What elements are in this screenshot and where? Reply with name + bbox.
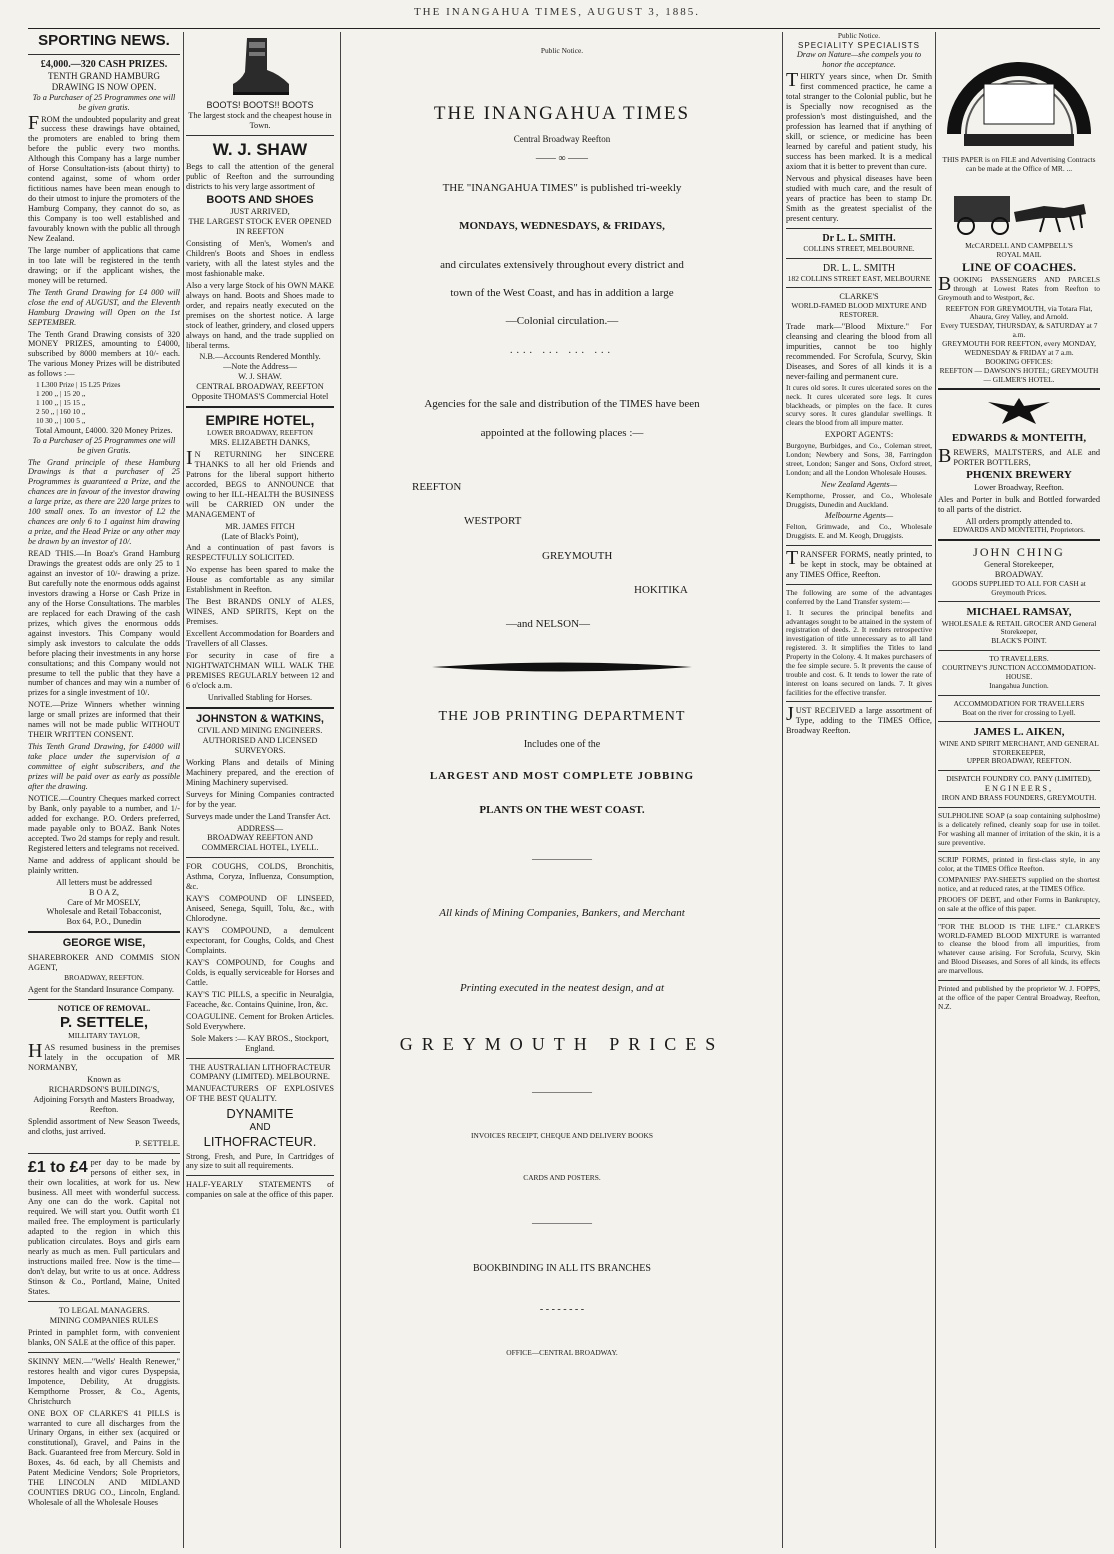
ad-title: BOOTS! BOOTS!! BOOTS bbox=[206, 100, 314, 110]
ornament-rule bbox=[432, 660, 692, 674]
ad-text: Adjoining Forsyth and Masters Broadway, Reefton. bbox=[33, 1094, 175, 1114]
ad-text: FOR COUGHS, COLDS, Bronchitis, Asthma, Coryza, Influenza, Consumption, &c. bbox=[186, 862, 334, 892]
ad-text: CENTRAL BROADWAY, REEFTON bbox=[196, 382, 324, 392]
column-1 bbox=[28, 32, 180, 1548]
notice-line: appointed at the following places :— bbox=[480, 426, 644, 439]
ad-text: THIS PAPER is on FILE and Advertising Contracts can be made at the Office of MR. ... bbox=[942, 155, 1096, 173]
boot-illustration bbox=[227, 34, 293, 98]
ad-text: PROOFS OF DEBT, and other Forms in Bankruptcy, on sale at the office of this paper. bbox=[938, 894, 1100, 913]
ad-text: SHAREBROKER AND COMMIS SION AGENT, bbox=[28, 952, 180, 972]
address-line: Care of Mr MOSELY, bbox=[67, 897, 141, 907]
paper-subtitle: Central Broadway Reefton bbox=[513, 134, 611, 145]
notice-line: PLANTS ON THE WEST COAST. bbox=[479, 804, 645, 817]
ad-text: MRS. ELIZABETH DANKS, bbox=[209, 437, 311, 447]
article-paragraph: NOTICE.—Country Cheques marked correct by Bank, only payable to a number, and 1/- added for exchange. P.O. Orders preferred, made payable only to BOAZ. Bank Notes accepted. Two 2d stamps for reply and result. Registered letters and telegrams not received. bbox=[28, 793, 180, 853]
ad-text: Draw on Nature—she compels you to honor the acceptance. bbox=[796, 50, 922, 70]
ad-title: MINING COMPANIES RULES bbox=[49, 1315, 159, 1325]
ad-text: ONE BOX OF CLARKE'S 41 PILLS is warranted to cure all discharges from the Urinary Organs, in either sex (acquired or constitutional), Gravel, and Pains in the Back. Guaranteed free from Mercury. Sold in Boxes, 4s. 6d each, by all Chemists and Patent Medicine Vendors; Sole Proprietors, THE LINCOLN AND MIDLAND COUNTIES DRUG CO., Lincoln, England. Wholesale of all the Wholesale Houses bbox=[28, 1408, 180, 1508]
ad-signature: EDWARDS AND MONTEITH, Proprietors. bbox=[953, 525, 1085, 535]
prizes-heading: £4,000.—320 CASH PRIZES. bbox=[40, 59, 168, 70]
ad-title: SPECIALITY SPECIALISTS bbox=[798, 40, 920, 50]
ad-text: RICHARDSON'S BUILDING'S, bbox=[48, 1084, 160, 1094]
ad-title: EMPIRE HOTEL, bbox=[205, 412, 315, 429]
section-label: Public Notice. bbox=[540, 46, 584, 55]
article-paragraph: The Grand principle of these Hamburg Drawings is that a purchaser of 25 Programmes is guaranteed a Prize, and the chances are in favour of the investor drawing a large prize, as there are 220 large prizes to 100 small ones. To an investor of L2 the chances are only 6 to 1 against him drawing a prize, and the Head Prize or any other may be drawn by an investor of 10/. bbox=[28, 457, 180, 547]
ad-text: Every TUESDAY, THURSDAY, & SATURDAY at 7 a.m. bbox=[940, 321, 1098, 340]
ad-text: COLLINS STREET, MELBOURNE. bbox=[803, 243, 915, 253]
address-line: B O A Z, bbox=[89, 887, 119, 897]
ad-text: GOODS SUPPLIED TO ALL FOR CASH at Greymouth Prices. bbox=[952, 578, 1086, 597]
ad-text: Surveys for Mining Companies contracted for by the year. bbox=[186, 789, 334, 809]
ad-text: THE LARGEST STOCK EVER OPENED IN REEFTON bbox=[188, 217, 332, 237]
notice-line: and circulates extensively throughout every district and bbox=[440, 258, 684, 271]
ad-text: REEFTON FOR GREYMOUTH, via Totara Flat, Ahaura, Grey Valley, and Arnold. bbox=[945, 303, 1093, 322]
notice-line: Printing executed in the neatest design, and at bbox=[459, 981, 665, 994]
ad-title: BOOTS AND SHOES bbox=[206, 193, 314, 206]
address-line: Box 64, P.O., Dunedin bbox=[66, 917, 142, 927]
agency-place: WESTPORT bbox=[464, 515, 522, 528]
prize-total: Total Amount, £4000. 320 Money Prizes. bbox=[35, 425, 173, 435]
ad-text: Sole Makers :— KAY BROS., Stockport, England. bbox=[191, 1033, 329, 1053]
ad-text: Consisting of Men's, Women's and Children's Boots and Shoes in endless variety, with all the latest styles and the most fashionable make. bbox=[186, 239, 334, 278]
ad-text: Working Plans and details of Mining Machinery prepared, and the erection of Mining Machinery supervised. bbox=[186, 757, 334, 787]
article-paragraph: NOTE.—Prize Winners whether winning large or small prizes are informed that their names will not be made public WITHOUT THEIR WRITTEN CONSENT. bbox=[28, 700, 180, 740]
ad-text: MILLITARY TAYLOR, bbox=[68, 1031, 140, 1041]
article-paragraph: FROM the undoubted popularity and great success these drawings have obtained, the promoters are enabled to bring them before the public every two months. Although this Company has a large number of Horse Consultation-ists (about thirty) to contend against, some of whom order fictitious names have been mean enough to do their utmost to injure the promoters of the Hamburg Company, they cannot do so, as this Company is too well established and favourably known with the public all through New Zealand. bbox=[28, 111, 180, 243]
ad-title: EXPORT AGENTS: bbox=[824, 430, 894, 440]
prize-row: 1 L300 Prize | 15 L25 Prizes bbox=[36, 380, 121, 390]
ad-title: LITHOFRACTEUR. bbox=[203, 1133, 317, 1149]
ad-text: Printed in pamphlet form, with convenient blanks, ON SALE at the office of this paper. bbox=[28, 1327, 180, 1347]
ad-text: JUST ARRIVED, bbox=[230, 207, 290, 217]
agency-place: GREYMOUTH bbox=[542, 549, 613, 562]
ad-text: WINE AND SPIRIT MERCHANT, AND GENERAL STOREKEEPER, bbox=[939, 738, 1099, 757]
column-rule bbox=[183, 32, 184, 1548]
ad-text: Begs to call the attention of the general public of Reefton and the surrounding districts to his very large assortment of bbox=[186, 162, 334, 191]
article-paragraph: The large number of applications that came in too late will be registered in the tenth drawing; or if the applicant wishes, the money will be returned. bbox=[28, 245, 180, 285]
ad-text: —Note the Address— bbox=[223, 362, 297, 372]
section-label: Public Notice. bbox=[837, 32, 881, 40]
ad-text: KAY'S COMPOUND OF LINSEED, Aniseed, Senega, Squill, Tolu, &c., with Chlorodyne. bbox=[186, 894, 334, 924]
ad-text: WHOLESALE & RETAIL GROCER AND General Storekeeper, bbox=[941, 618, 1097, 637]
ad-text: The Best BRANDS ONLY of ALES, WINES, AND SPIRITS, Kept on the Premises. bbox=[186, 597, 334, 627]
header-rule bbox=[28, 28, 1100, 29]
article-paragraph: This Tenth Grand Drawing, for £4000 will take place under the supervision of a committee of eight subscribers, and the prizes will be paid over as early as possible after the drawing. bbox=[28, 742, 180, 792]
ad-text: Excellent Accommodation for Boarders and Travellers of all Classes. bbox=[186, 629, 334, 649]
ad-text: General Storekeeper, bbox=[984, 559, 1054, 569]
ad-text: No expense has been spared to make the House as comfortable as any similar Establishment in Reefton. bbox=[186, 565, 334, 595]
ad-text: ADDRESS— bbox=[236, 823, 284, 833]
ad-text: LOWER BROADWAY, REEFTON bbox=[206, 428, 313, 438]
notice-line: THE "INANGAHUA TIMES" is published tri-weekly bbox=[442, 182, 682, 194]
ad-title: NOTICE OF REMOVAL. bbox=[57, 1004, 151, 1014]
ad-text: Boat on the river for crossing to Lyell. bbox=[962, 707, 1076, 717]
notice-line: —Colonial circulation.— bbox=[505, 315, 619, 328]
notice-line: town of the West Coast, and has in addition a large bbox=[450, 286, 674, 299]
sporting-news-title: SPORTING NEWS. bbox=[38, 32, 170, 49]
drawing-heading: TENTH GRAND HAMBURG DRAWING IS NOW OPEN. bbox=[48, 71, 160, 92]
ad-text: Melbourne Agents— bbox=[824, 511, 894, 521]
ad-text: IN RETURNING her SINCERE THANKS to all her old Friends and Patrons for the liberal support hitherto accorded, BEGS to ANNOUNCE that owing to her ILL-HEALTH the BUSINESS will be CARRIED ON under the MANAGEMENT of bbox=[186, 446, 334, 519]
column-rule bbox=[340, 32, 341, 1548]
ad-text: HALF-YEARLY STATEMENTS of companies on sale at the office of this paper. bbox=[186, 1180, 334, 1200]
ad-text: "FOR THE BLOOD IS THE LIFE." CLARKE'S WORLD-FAMED BLOOD MIXTURE is warranted to cleanse the blood from all impurities, from whatever cause arising. For Scrofula, Scurvy, Skin and Blood Diseases, and Sores of all kinds, its effects are marvellous. bbox=[938, 921, 1100, 976]
ad-text: BOOKING PASSENGERS AND PARCELS through at Lowest Rates from Reefton to Greymouth and to Westport, &c. bbox=[938, 272, 1100, 302]
ad-text: Kempthorne, Prosser, and Co., Wholesale Druggists, Dunedin and Auckland. bbox=[786, 490, 932, 509]
ad-title: DR. L. L. SMITH bbox=[822, 262, 896, 274]
ad-text: Strong, Fresh, and Pure, In Cartridges of any size to suit all requirements. bbox=[186, 1151, 334, 1171]
column-rule bbox=[782, 32, 783, 1548]
ad-text: per day to be made by persons of either sex, in their own localities, at work for us. New business. All meet with wonderful success. Any one can do the work. Capital not required. We will start you. Outfit worth £1 mailed free. The employment is particularly adapted to the region in which this publication circulates. Boys and girls earn nearly as much as men. Full particulars and instructions mailed free. Now is the time—don't delay, but write to us at once. Address Stinson & Co., Portland, Maine, United States. bbox=[28, 1157, 180, 1297]
ad-title: JOHN CHING bbox=[973, 545, 1065, 560]
ad-text: Unrivalled Stabling for Horses. bbox=[207, 692, 313, 702]
ad-text: BOOKING OFFICES: bbox=[985, 356, 1053, 366]
column-2 bbox=[186, 32, 334, 1548]
ad-text: Burgoyne, Burbidges, and Co., Coleman street, London; Newbery and Sons, 38, Farringdon street, London; Sanger and Sons, Oxford street, London; and all the London Wholesale Houses. bbox=[786, 441, 932, 477]
ad-title: TO TRAVELLERS. bbox=[989, 654, 1049, 664]
ad-text: AUTHORISED AND LICENSED SURVEYORS. bbox=[202, 735, 318, 755]
ad-title: THE AUSTRALIAN LITHOFRACTEUR COMPANY (LIMITED). MELBOURNE. bbox=[189, 1062, 331, 1082]
ad-text: New Zealand Agents— bbox=[821, 479, 897, 489]
ad-title: AND bbox=[249, 1121, 271, 1133]
ad-title: ENGINEERS, bbox=[984, 784, 1054, 794]
ad-text: COURTNEY'S JUNCTION ACCOMMODATION-HOUSE. bbox=[942, 663, 1096, 681]
ad-text: SCRIP FORMS, printed in first-class style, in any color, at the TIMES Office Reefton. bbox=[938, 855, 1100, 874]
article-paragraph: The Tenth Grand Drawing consists of 320 MONEY PRIZES, amounting to £4000, subscribed by 8000 members at 10/- each. The various Money Prizes will be distributed as follows :— bbox=[28, 329, 180, 379]
ad-text: Nervous and physical diseases have been studied with much care, and the result of years of practice has been to stamp Dr. Smith as the greatest specialist of the present century. bbox=[786, 173, 932, 223]
ad-text: HAS resumed business in the premises lately in the occupation of MR NORMANBY, bbox=[28, 1040, 180, 1073]
ad-text: All orders promptly attended to. bbox=[965, 516, 1073, 526]
ad-text: SKINNY MEN.—"Wells' Health Renewer," restores health and vigor cures Dyspepsia, Impotence, Debility, At druggists. Kempthorne Prosser, & Co., Agents, Christchurch bbox=[28, 1356, 180, 1406]
address-line: All letters must be addressed bbox=[56, 877, 152, 887]
agency-place: HOKITIKA bbox=[634, 583, 688, 596]
notice-line: All kinds of Mining Companies, Bankers, and Merchant bbox=[439, 907, 685, 920]
ad-text: Lower Broadway, Reefton. bbox=[974, 482, 1064, 492]
prize-row: 1 200 ,, | 15 20 ,, bbox=[36, 389, 86, 399]
ad-title: LINE OF COACHES. bbox=[962, 259, 1076, 274]
ad-text: Splendid assortment of New Season Tweeds, and cloths, just arrived. bbox=[28, 1116, 180, 1136]
ad-text: Trade mark—"Blood Mixture." For cleansing and clearing the blood from all impurities, cannot be too highly recommended. For Scrofula, Scurvy, Skin Diseases, and Sores of all kinds it is a never-failing and permanent cure. bbox=[786, 322, 932, 381]
notice-line: BOOKBINDING IN ALL ITS BRANCHES bbox=[473, 1262, 651, 1274]
ad-text: JUST RECEIVED a large assortment of Type, adding to the TIMES Office, Broadway Reefton. bbox=[786, 703, 932, 736]
ad-title: JOHNSTON & WATKINS, bbox=[196, 712, 324, 725]
office-address: OFFICE—CENTRAL BROADWAY. bbox=[506, 1347, 618, 1357]
ad-text: N.B.—Accounts Rendered Monthly. bbox=[199, 352, 321, 362]
ad-text: KAY'S TIC PILLS, a specific in Neuralgia, Faceache, &c. Contains Quinine, Iron, &c. bbox=[186, 989, 334, 1009]
paper-title: THE INANGAHUA TIMES bbox=[433, 102, 691, 124]
ad-text: ROYAL MAIL bbox=[996, 249, 1042, 259]
agency-place: REEFTON bbox=[412, 481, 462, 494]
ad-text: 182 COLLINS STREET EAST, MELBOURNE bbox=[787, 273, 931, 283]
prize-row: 2 50 ,, | 160 10 ,, bbox=[36, 406, 86, 416]
page-header: THE INANGAHUA TIMES, AUGUST 3, 1885. bbox=[413, 6, 701, 18]
ad-text: COMPANIES' PAY-SHEETS supplied on the shortest notice, and at reduced rates, at the TIMES Office. bbox=[938, 875, 1100, 894]
ad-text: Opposite THOMAS'S Commercial Hotel bbox=[191, 392, 329, 402]
ad-text: BROADWAY REEFTON AND COMMERCIAL HOTEL, LYELL. bbox=[201, 833, 319, 853]
ad-signature: P. SETTELE. bbox=[135, 1138, 180, 1148]
ad-text: Felton, Grimwade, and Co., Wholesale Druggists. E. and M. Keogh, Druggists. bbox=[786, 522, 932, 541]
notice-line: INVOICES RECEIPT, CHEQUE AND DELIVERY BOOKS bbox=[471, 1131, 653, 1141]
ad-text: Inangahua Junction. bbox=[989, 680, 1049, 690]
ad-title: GEORGE WISE, bbox=[62, 937, 146, 950]
ad-title: P. SETTELE, bbox=[59, 1014, 149, 1032]
ad-text: WORLD-FAMED BLOOD MIXTURE AND RESTORER. bbox=[791, 301, 927, 320]
ad-text: For security in case of fire a NIGHTWATCHMAN WILL WALK THE PREMISES REGULARLY between 12 and 6 o'clock a.m. bbox=[186, 650, 334, 690]
notice-line: Includes one of the bbox=[523, 738, 601, 750]
ad-title: CLARKE'S bbox=[839, 292, 879, 302]
prices-heading: GREYMOUTH PRICES bbox=[399, 1033, 725, 1054]
ad-text: CIVIL AND MINING ENGINEERS. bbox=[197, 725, 323, 735]
ad-text: (Late of Black's Point), bbox=[221, 531, 299, 541]
ad-text: BLACK'S POINT. bbox=[991, 636, 1047, 646]
ad-text: Surveys made under the Land Transfer Act. bbox=[186, 811, 331, 821]
ad-text: Ales and Porter in bulk and Bottled forwarded to all parts of the district. bbox=[938, 494, 1100, 514]
ad-text: THIRTY years since, when Dr. Smith first commenced practice, he came a total stranger to the Colonial public, but he is Specially now recognised as the profession's most distinguished, and the profession has learned that if anything of skill, or science, or medicine has been learned by careful and patient study, his success has been marked. It is a medical axiom that it is better to prevent than cure. bbox=[786, 69, 932, 171]
ad-text: DISPATCH FOUNDRY CO. PANY (LIMITED), bbox=[946, 774, 1092, 784]
gratis-note: To a Purchaser of 25 Programmes one will be given gratis. bbox=[32, 92, 176, 112]
column-rule bbox=[935, 32, 936, 1548]
gratis-note: To a Purchaser of 25 Programmes one will be given Gratis. bbox=[32, 435, 176, 455]
notice-line: Agencies for the sale and distribution of the TIMES have been bbox=[424, 398, 700, 411]
ad-text: 1. It secures the principal benefits and advantages sought to be attained in the system of registration of deeds. 2. It renders retrospective investigation of title unnecessary as to all land registered. 3. It simplifies the Titles to land Property in the Colony. 4. It makes purchasers of the fee simple secure. 5. It prevents the cause of trouble and cost. 6. It tends to lower the rate of interest on loans secured on lands. 7. It gives facilities for the effective transfer. bbox=[786, 607, 932, 697]
ad-title: W. J. SHAW bbox=[212, 139, 308, 159]
ad-title: £1 to £4 bbox=[28, 1158, 88, 1176]
notice-line: CARDS AND POSTERS. bbox=[523, 1172, 601, 1182]
ad-text: GREYMOUTH FOR REEFTON, every MONDAY, WEDNESDAY & FRIDAY at 7 a.m. bbox=[942, 339, 1096, 357]
ad-text: TRANSFER FORMS, neatly printed, to be kept in stock, may be obtained at any TIMES Office, Reefton. bbox=[786, 547, 932, 579]
ad-text: UPPER BROADWAY, REEFTON. bbox=[966, 756, 1072, 766]
ad-text: W. J. SHAW. bbox=[238, 372, 282, 382]
ad-text: Agent for the Standard Insurance Company. bbox=[28, 985, 174, 995]
eagle-icon bbox=[984, 394, 1054, 428]
column-5 bbox=[938, 32, 1100, 1548]
ad-text: BROADWAY. bbox=[994, 569, 1044, 579]
ad-title: TO LEGAL MANAGERS. bbox=[58, 1305, 150, 1315]
ad-text: Also a very large Stock of his OWN MAKE always on hand. Boots and Shoes made to order, and repairs neatly executed on the premises on the shortest notice. A large stock of leather, grindery, and closed uppers always on hand, and the trade supplied on liberal terms. bbox=[186, 280, 334, 350]
ad-text: And a continuation of past favors is RESPECTFULLY SOLICITED. bbox=[186, 543, 334, 563]
ad-title: PHŒNIX BREWERY bbox=[966, 469, 1072, 482]
ad-text: McCARDELL AND CAMPBELL'S bbox=[965, 240, 1073, 250]
column-4 bbox=[786, 32, 932, 1548]
ad-text: KAY'S COMPOUND, for Coughs and Colds, is equally serviceable for Horses and Cattle. bbox=[186, 957, 334, 987]
article-paragraph: READ THIS.—In Boaz's Grand Hamburg Drawings the greatest odds are only 25 to 1 against an investor of 10/- drawing a prize. But carefully note the enormous odds against investors drawing a Horse or Cash Prize in any of the Horse Consultations. The marbles are replaced for each Drawing of the cash prizes, which gives the enormous odds against investors. This Company would simply ask investors to calculate the odds before placing their investments in any horse consultations; and this Company would not presume to tell the public that they have a number of chances and may win a number of prizes for a single investment of 10/. bbox=[28, 549, 180, 698]
this-paper-engraving bbox=[944, 34, 1094, 154]
ad-title: JAMES L. AIKEN, bbox=[973, 726, 1065, 739]
ad-text: MANUFACTURERS OF EXPLOSIVES OF THE BEST QUALITY. bbox=[186, 1084, 334, 1104]
address-line: Wholesale and Retail Tobacconist, bbox=[46, 907, 162, 917]
ad-text: REEFTON — DAWSON'S HOTEL; GREYMOUTH — GILMER'S HOTEL. bbox=[939, 365, 1099, 384]
ad-text: COAGULINE. Cement for Broken Articles. Sold Everywhere. bbox=[186, 1011, 334, 1031]
ad-text: KAY'S COMPOUND, a demulcent expectorant, for Coughs, Colds, and Chest Complaints. bbox=[186, 926, 334, 955]
ad-text: SULPHOLINE SOAP (a soap containing sulphoslme) is a delicately refined, cleanly soap for use in toilet. For washing all manner of irritation of the skin, it is a sure preventive. bbox=[938, 810, 1100, 847]
ad-text: Known as bbox=[87, 1074, 121, 1084]
ad-title: EDWARDS & MONTEITH, bbox=[951, 432, 1087, 445]
imprint: Printed and published by the proprietor W. J. FOPPS, at the office of the paper Central Broadway, Reefton, N.Z. bbox=[938, 983, 1100, 1011]
notice-days: MONDAYS, WEDNESDAYS, & FRIDAYS, bbox=[459, 220, 665, 233]
ad-text: BREWERS, MALTSTERS, and ALE and PORTER BOTTLERS, bbox=[938, 444, 1100, 467]
article-paragraph: The Tenth Grand Drawing for £4 000 will close the end of AUGUST, and the Eleventh Hamburg Drawing will Open on the 1st SEPTEMBER. bbox=[28, 287, 180, 327]
ad-text: IRON AND BRASS FOUNDERS, GREYMOUTH. bbox=[941, 793, 1097, 803]
notice-line: LARGEST AND MOST COMPLETE JOBBING bbox=[429, 769, 695, 782]
ad-text: It cures old sores. It cures ulcerated sores on the neck. It cures ulcerated sore legs. It cures blackheads, or pimples on the face. It cures scurvy sores. It cures glandular swellings. It clears the blood from all impure matter. bbox=[786, 382, 932, 428]
ad-text: ACCOMMODATION FOR TRAVELLERS bbox=[953, 698, 1085, 708]
prize-row: 1 100 ,, | 15 15 ,, bbox=[36, 398, 86, 408]
ad-text: BROADWAY, REEFTON. bbox=[64, 973, 144, 983]
coach-illustration bbox=[944, 178, 1094, 238]
prize-table bbox=[28, 381, 180, 425]
prize-row: 10 30 ,, | 100 5 ,, bbox=[36, 415, 86, 425]
ad-text: MR. JAMES FITCH bbox=[225, 521, 295, 531]
ad-title: MICHAEL RAMSAY, bbox=[966, 606, 1072, 619]
job-heading: THE JOB PRINTING DEPARTMENT bbox=[438, 708, 686, 724]
ad-title: DYNAMITE bbox=[226, 1106, 294, 1122]
article-paragraph: Name and address of applicant should be plainly written. bbox=[28, 855, 180, 875]
ad-text: The following are some of the advantages conferred by the Land Transfer system:— bbox=[786, 587, 932, 606]
ad-text: The largest stock and the cheapest house in Town. bbox=[188, 110, 332, 130]
agency-place: —and NELSON— bbox=[506, 618, 591, 631]
ad-title: Dr L. L. SMITH. bbox=[822, 232, 896, 244]
column-3: Public Notice. THE INANGAHUA TIMES Central Broadway Reefton —— ∞ —— THE "INANGAHUA TIMES" is published tri-weekly MONDAYS, WEDNESDAYS, & FRIDAYS, and circulates extensively throughout every district and town of the West Coast, and has in addition a large —Colonial circulation.— .... ... ... ... Agencies for the sale and distribution of the TIMES have been appointed at the following places :— REEFTON WESTPORT GREYMOUTH HOKITIKA —and NELSON— THE JOB PRINTING DEPARTMENT Includes one of the LARGEST AND MOST COMPLETE JOBBING PLANTS ON THE WEST COAST. —————— All kinds of Mining Companies, Bankers, and Merchant Printing executed in the neatest design, and at GREYMOUTH PRICES —————— INVOICES RECEIPT, CHEQUE AND DELIVERY BOOKS CARDS AND POSTERS. —————— BOOKBINDING IN ALL ITS BRANCHES - - - - - - - - OFFICE—CENTRAL BROADWAY. bbox=[346, 32, 778, 1548]
